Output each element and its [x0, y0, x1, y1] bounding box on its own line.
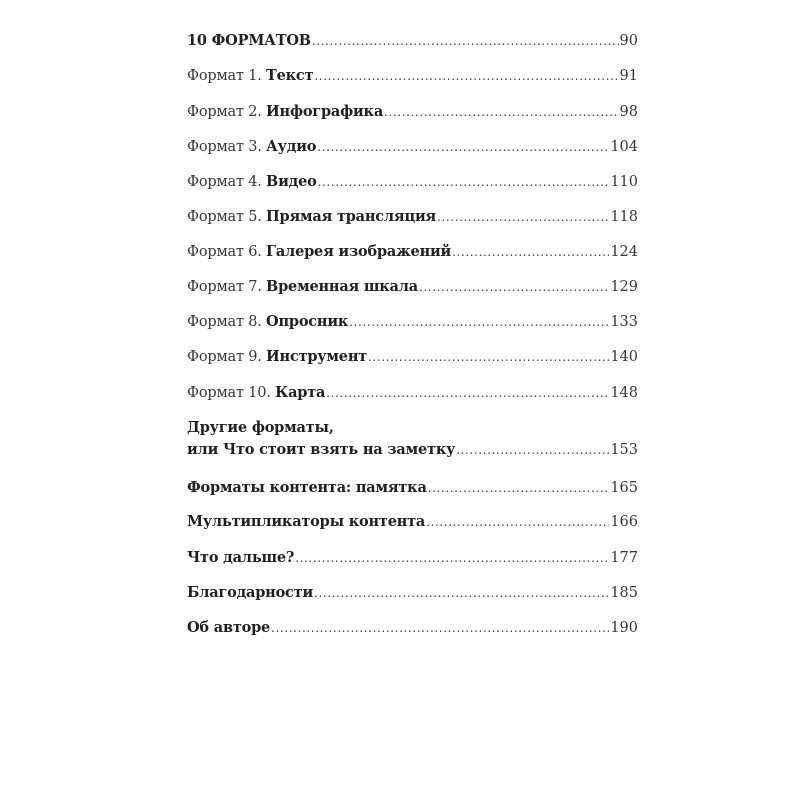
toc-entry-page: 190: [610, 620, 638, 636]
toc-entry-10-formats[interactable]: [187, 30, 638, 52]
toc-entry-format-3[interactable]: [187, 136, 638, 158]
toc-entry-prefix: Формат 2.: [187, 104, 267, 120]
dot-leader: [426, 511, 609, 533]
toc-entry-prefix: Формат 9.: [187, 349, 267, 365]
toc-entry-prefix: Формат 4.: [187, 174, 267, 190]
toc-entry-page: 124: [610, 244, 638, 260]
toc-entry-page: 91: [619, 68, 638, 84]
toc-entry-format-5[interactable]: [187, 206, 638, 228]
toc-entry-title: Мультипликаторы контента: [187, 513, 426, 530]
toc-entry-about-author[interactable]: [187, 617, 638, 639]
toc-entry-title: Об авторе: [187, 619, 271, 636]
toc-entry-title: Инструмент: [266, 348, 368, 365]
toc-entry-title: Карта: [275, 384, 326, 401]
dot-leader: [271, 617, 609, 639]
toc-entry-title: Опросник: [266, 313, 349, 330]
dot-leader: [419, 276, 609, 298]
toc-entry-acknowledgements[interactable]: [187, 582, 638, 604]
toc-entry-page: 165: [610, 480, 638, 496]
toc-entry-page: 153: [610, 442, 638, 458]
toc-entry-prefix: Формат 3.: [187, 139, 267, 155]
toc-entry-whats-next[interactable]: [187, 547, 638, 569]
dot-leader: [452, 241, 609, 263]
toc-entry-page: 133: [610, 314, 638, 330]
toc-entry-format-7[interactable]: [187, 276, 638, 298]
toc-entry-title: Форматы контента: памятка: [187, 479, 427, 496]
toc-entry-title: Галерея изображений: [266, 243, 452, 260]
toc-entry-title: или Что стоит взять на заметку: [187, 441, 456, 458]
toc-entry-title: Видео: [266, 173, 317, 190]
dot-leader: [312, 30, 619, 52]
toc-entry-title: Инфографика: [266, 103, 384, 120]
toc-entry-content-formats-memo[interactable]: [187, 477, 638, 499]
toc-entry-format-10[interactable]: [187, 382, 638, 404]
toc-entry-page: 110: [610, 174, 638, 190]
toc-entry-title: Благодарности: [187, 584, 314, 601]
toc-entry-page: 129: [610, 279, 638, 295]
toc-entry-page: 148: [610, 385, 638, 401]
toc-entry-page: 90: [619, 33, 638, 49]
toc-entry-page: 185: [610, 585, 638, 601]
toc-entry-content-multipliers[interactable]: [187, 511, 638, 533]
dot-leader: [368, 346, 609, 368]
dot-leader: [349, 311, 609, 333]
dot-leader: [456, 439, 609, 461]
toc-entry-title: 10 ФОРМАТОВ: [187, 32, 311, 49]
toc-entry-format-8[interactable]: [187, 311, 638, 333]
dot-leader: [317, 136, 609, 158]
toc-entry-prefix: Формат 7.: [187, 279, 267, 295]
toc-entry-title: Прямая трансляция: [266, 208, 437, 225]
toc-entry-prefix: Формат 8.: [187, 314, 267, 330]
dot-leader: [437, 206, 609, 228]
dot-leader: [384, 101, 619, 123]
toc-entry-format-2[interactable]: [187, 101, 638, 123]
toc-entry-prefix: Формат 1.: [187, 68, 267, 84]
toc-entry-prefix: Формат 6.: [187, 244, 267, 260]
dot-leader: [295, 547, 609, 569]
dot-leader: [318, 171, 610, 193]
dot-leader: [314, 582, 609, 604]
toc-entry-format-9[interactable]: [187, 346, 638, 368]
dot-leader: [428, 477, 610, 499]
toc-entry-page: 118: [610, 209, 638, 225]
dot-leader: [326, 382, 609, 404]
toc-entry-title: Что дальше?: [187, 549, 295, 566]
toc-entry-page: 177: [610, 550, 638, 566]
toc-entry-page: 166: [610, 514, 638, 530]
toc-entry-title: Текст: [266, 67, 314, 84]
toc-entry-page: 98: [619, 104, 638, 120]
toc-entry-format-1[interactable]: [187, 65, 638, 87]
toc-entry-format-4[interactable]: [187, 171, 638, 193]
toc-entry-prefix: Формат 5.: [187, 209, 267, 225]
toc-entry-format-6[interactable]: [187, 241, 638, 263]
toc-entry-title: Аудио: [266, 138, 317, 155]
toc-entry-page: 140: [610, 349, 638, 365]
toc-entry-other-formats[interactable]: [187, 439, 638, 461]
toc-entry-page: 104: [610, 139, 638, 155]
toc-entry-prefix: Формат 10.: [187, 385, 276, 401]
dot-leader: [314, 65, 618, 87]
toc-entry-other-formats-line1[interactable]: Другие форматы,: [187, 419, 334, 436]
toc-entry-title: Временная шкала: [266, 278, 418, 295]
